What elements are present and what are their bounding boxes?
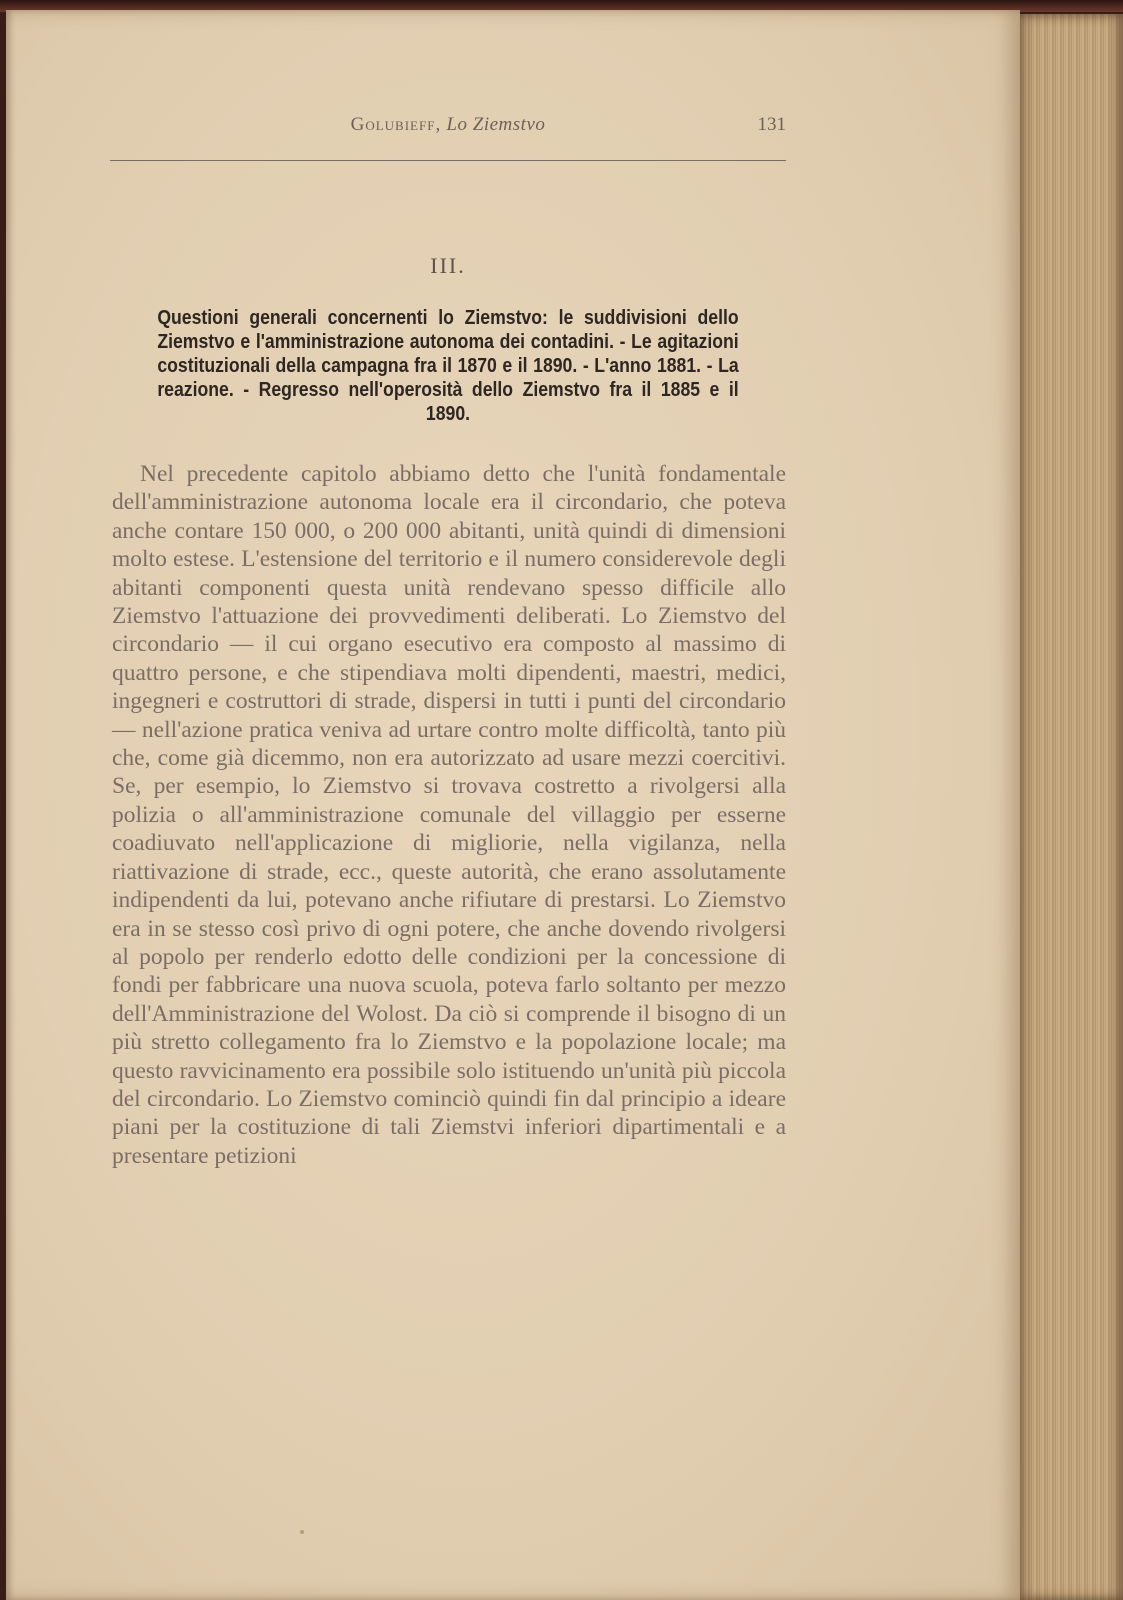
running-head-author: Golubieff, [350,114,442,135]
header-rule [110,160,786,161]
ink-smudge [300,1530,304,1534]
page-number: 131 [757,114,786,135]
running-head-book-title: Lo Ziemstvo [446,114,546,135]
body-paragraph: Nel precedente capitolo abbiamo detto che l'unità fondamentale dell'amministrazione autonoma locale era il circondario, che poteva anche contare 150 000, o 200 000 abitanti, unità quindi di dimensioni molto estese. L'estensione del territorio e il numero considerevole degli abitanti componenti questa unità rendevano spesso difficile allo Ziemstvo l'attuazione dei provvedimenti deliberati. Lo Ziemstvo del circondario — il cui organo esecutivo era composto al massimo di quattro persone, e che stipendiava molti dipendenti, maestri, medici, ingegneri e costruttori di strade, dispersi in tutti i punti del circondario — nell'azione pratica veniva ad urtare contro molte difficoltà, tanto più che, come già dicemmo, non era autorizzato ad usare mezzi coercitivi. Se, per esempio, lo Ziemstvo si trovava costretto a rivolgersi alla polizia o all'amministrazione comunale del villaggio per esserne coadiuvato nell'applicazione di migliorie, nella vigilanza, nella riattivazione di strade, ecc., queste autorità, che erano assolutamente indipendenti da lui, potevano anche rifiutare di prestarsi. Lo Ziemstvo era in se stesso così privo di ogni potere, che anche dovendo rivolgersi al popolo per renderlo edotto delle condizioni per la concessione di fondi per fabbricare una nuova scuola, poteva farlo soltanto per mezzo dell'Amministrazione del Wolost. Da ciò si comprende il bisogno di un più stretto collegamento fra lo Ziemstvo e la popolazione locale; ma questo ravvicinamento era possibile solo istituendo un'unità più piccola del circondario. Lo Ziemstvo cominciò quindi fin dal principio a ideare piani per la costituzione di tali Ziemstvi inferiori dipartimentali e a presentare petizioni [112,461,786,1169]
chapter-number: III. [430,253,466,278]
book-page-edges [1016,14,1123,1600]
running-head-title [110,114,786,136]
chapter-heading: Questioni generali concernenti lo Ziemstvo: le suddivisioni dello Ziemstvo e l'amministrazione autonoma dei contadini. - Le agitazioni costituzionali della campagna fra il 1870 e il 1890. - L'anno 1881. - La reazione. - Regresso nell'operosità dello Ziemstvo fra il 1885 e il 1890. [157,306,739,425]
running-head [110,112,786,142]
